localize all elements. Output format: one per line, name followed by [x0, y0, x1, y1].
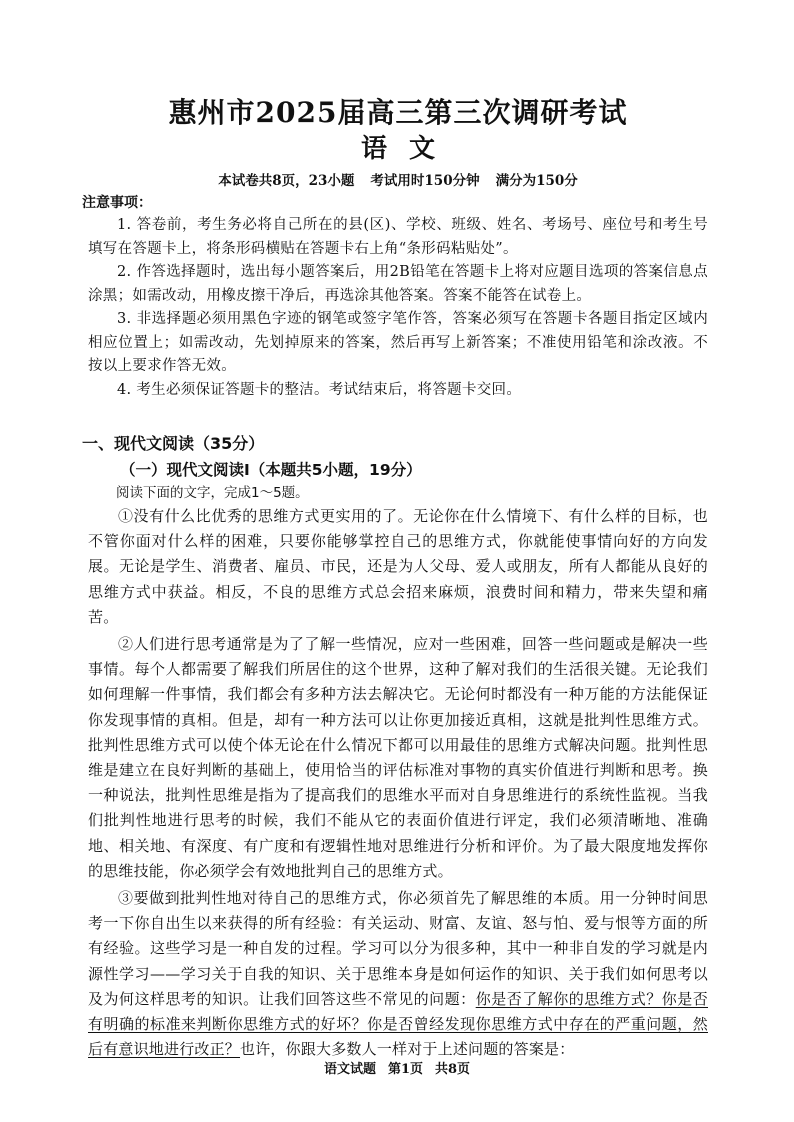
subject-title: 语文: [360, 134, 457, 164]
exam-meta: [88, 170, 708, 192]
footer-subject: 语文试题: [323, 1062, 376, 1077]
notice-block: [82, 192, 708, 402]
notice-item-2: 2. 作答选择题时，选出每小题答案后，用2B铅笔在答题卡上将对应题目选项的答案信息点涂黑；如需改动，用橡皮擦干净后，再选涂其他答案。答案不能答在试卷上。: [88, 264, 708, 304]
reading-passage: [88, 504, 708, 1062]
meta-pages: 本试卷共8页，23小题: [218, 173, 355, 189]
passage-paragraph-2: ②人们进行思考通常是为了了解一些情况，应对一些困难，回答一些问题或是解决一些事情。每个人都需要了解我们所居住的这个世界，这种了解对我们的生活很关键。无论我们如何理解一件事情，我们都会有多种方法去解决它。无论何时都没有一种万能的方法能保证你发现事情的真相。但是，却有一种方法可以让你更加接近真相，这就是批判性思维方式。批判性思维方式可以使个体无论在什么情况下都可以用最佳的思维方式解决问题。批判性思维是建立在良好判断的基础上，使用恰当的评估标准对事物的真实价值进行判断和思考。换一种说法，批判性思维是指为了提高我们的思维水平而对自身思维进行的系统性监视。当我们批判性地进行思考的时候，我们不能从它的表面价值进行评定，我们必须清晰地、准确地、相关地、有深度、有广度和有逻辑性地对思维进行分析和评价。为了最大限度地发挥你的思维技能，你必须学会有效地批判自己的思维方式。: [88, 635, 708, 880]
meta-time: 考试用时150分钟: [370, 173, 480, 189]
meta-score: 满分为150分: [495, 173, 578, 189]
paragraph-3-start: ③要做到批判性地对待自己的思维方式，你必须首先了解思维的本质。用一分钟时间思考一下你自出生以来获得的所有经验：有关运动、财富、友谊、怒与怕、爱与恨等方面的所有经验。这些学习是一种自发的过程。学习可以分为很多种，其中一种非自发的学习就是内源性学习——学习关于自我的知识、关于思维本身是如何运作的知识、关于我们如何思考以及为何这样思考的知识。让我们回答这些不常见的问题：: [88, 889, 708, 1008]
reading-instruction: 阅读下面的文字，完成1～5题。: [116, 485, 309, 501]
footer-total: 共8页: [435, 1062, 471, 1077]
passage-paragraph-3: [88, 886, 708, 1062]
paragraph-3-end: 也许，你跟大多数人一样对于上述问题的答案是：: [240, 1040, 575, 1059]
notice-item-1: 1. 答卷前，考生务必将自己所在的县(区)、学校、班级、姓名、考场号、座位号和考生号填写在答题卡上，将条形码横贴在答题卡右上角“条形码粘贴处”。: [88, 217, 708, 257]
exam-title: 惠州市2025届高三第三次调研考试: [168, 96, 628, 129]
passage-paragraph-1: ①没有什么比优秀的思维方式更实用的了。无论你在什么情境下、有什么样的目标，也不管你面对什么样的困难，只要你能够掌控自己的思维方式，你就能使事情向好的方向发展。无论是学生、消费者、雇员、市民，还是为人父母、爱人或朋友，所有人都能从良好的思维方式中获益。相反，不良的思维方式总会招来麻烦，浪费时间和精力，带来失望和痛苦。: [88, 507, 708, 626]
section-heading: 一、现代文阅读（35分）: [82, 434, 265, 453]
notice-item-4: 4. 考生必须保证答题卡的整洁。考试结束后，将答题卡交回。: [117, 381, 522, 398]
sub-section-heading: （一）现代文阅读Ⅰ（本题共5小题，19分）: [120, 461, 422, 479]
notice-item-3: 3. 非选择题必须用黑色字迹的钢笔或签字笔作答，答案必须写在答题卡各题目指定区域内相应位置上；如需改动，先划掉原来的答案，然后再写上新答案；不准使用铅笔和涂改液。不按以上要求作答无效。: [88, 311, 708, 374]
footer-page: 第1页: [387, 1062, 423, 1077]
notice-heading: 注意事项：: [82, 195, 152, 211]
underlined-questions: 你是否了解你的思维方式？你是否有明确的标准来判断你思维方式的好坏？你是否曾经发现你思维方式中存在的严重问题，然后有意识地进行改正？: [88, 989, 708, 1059]
page-footer: [0, 1058, 794, 1077]
